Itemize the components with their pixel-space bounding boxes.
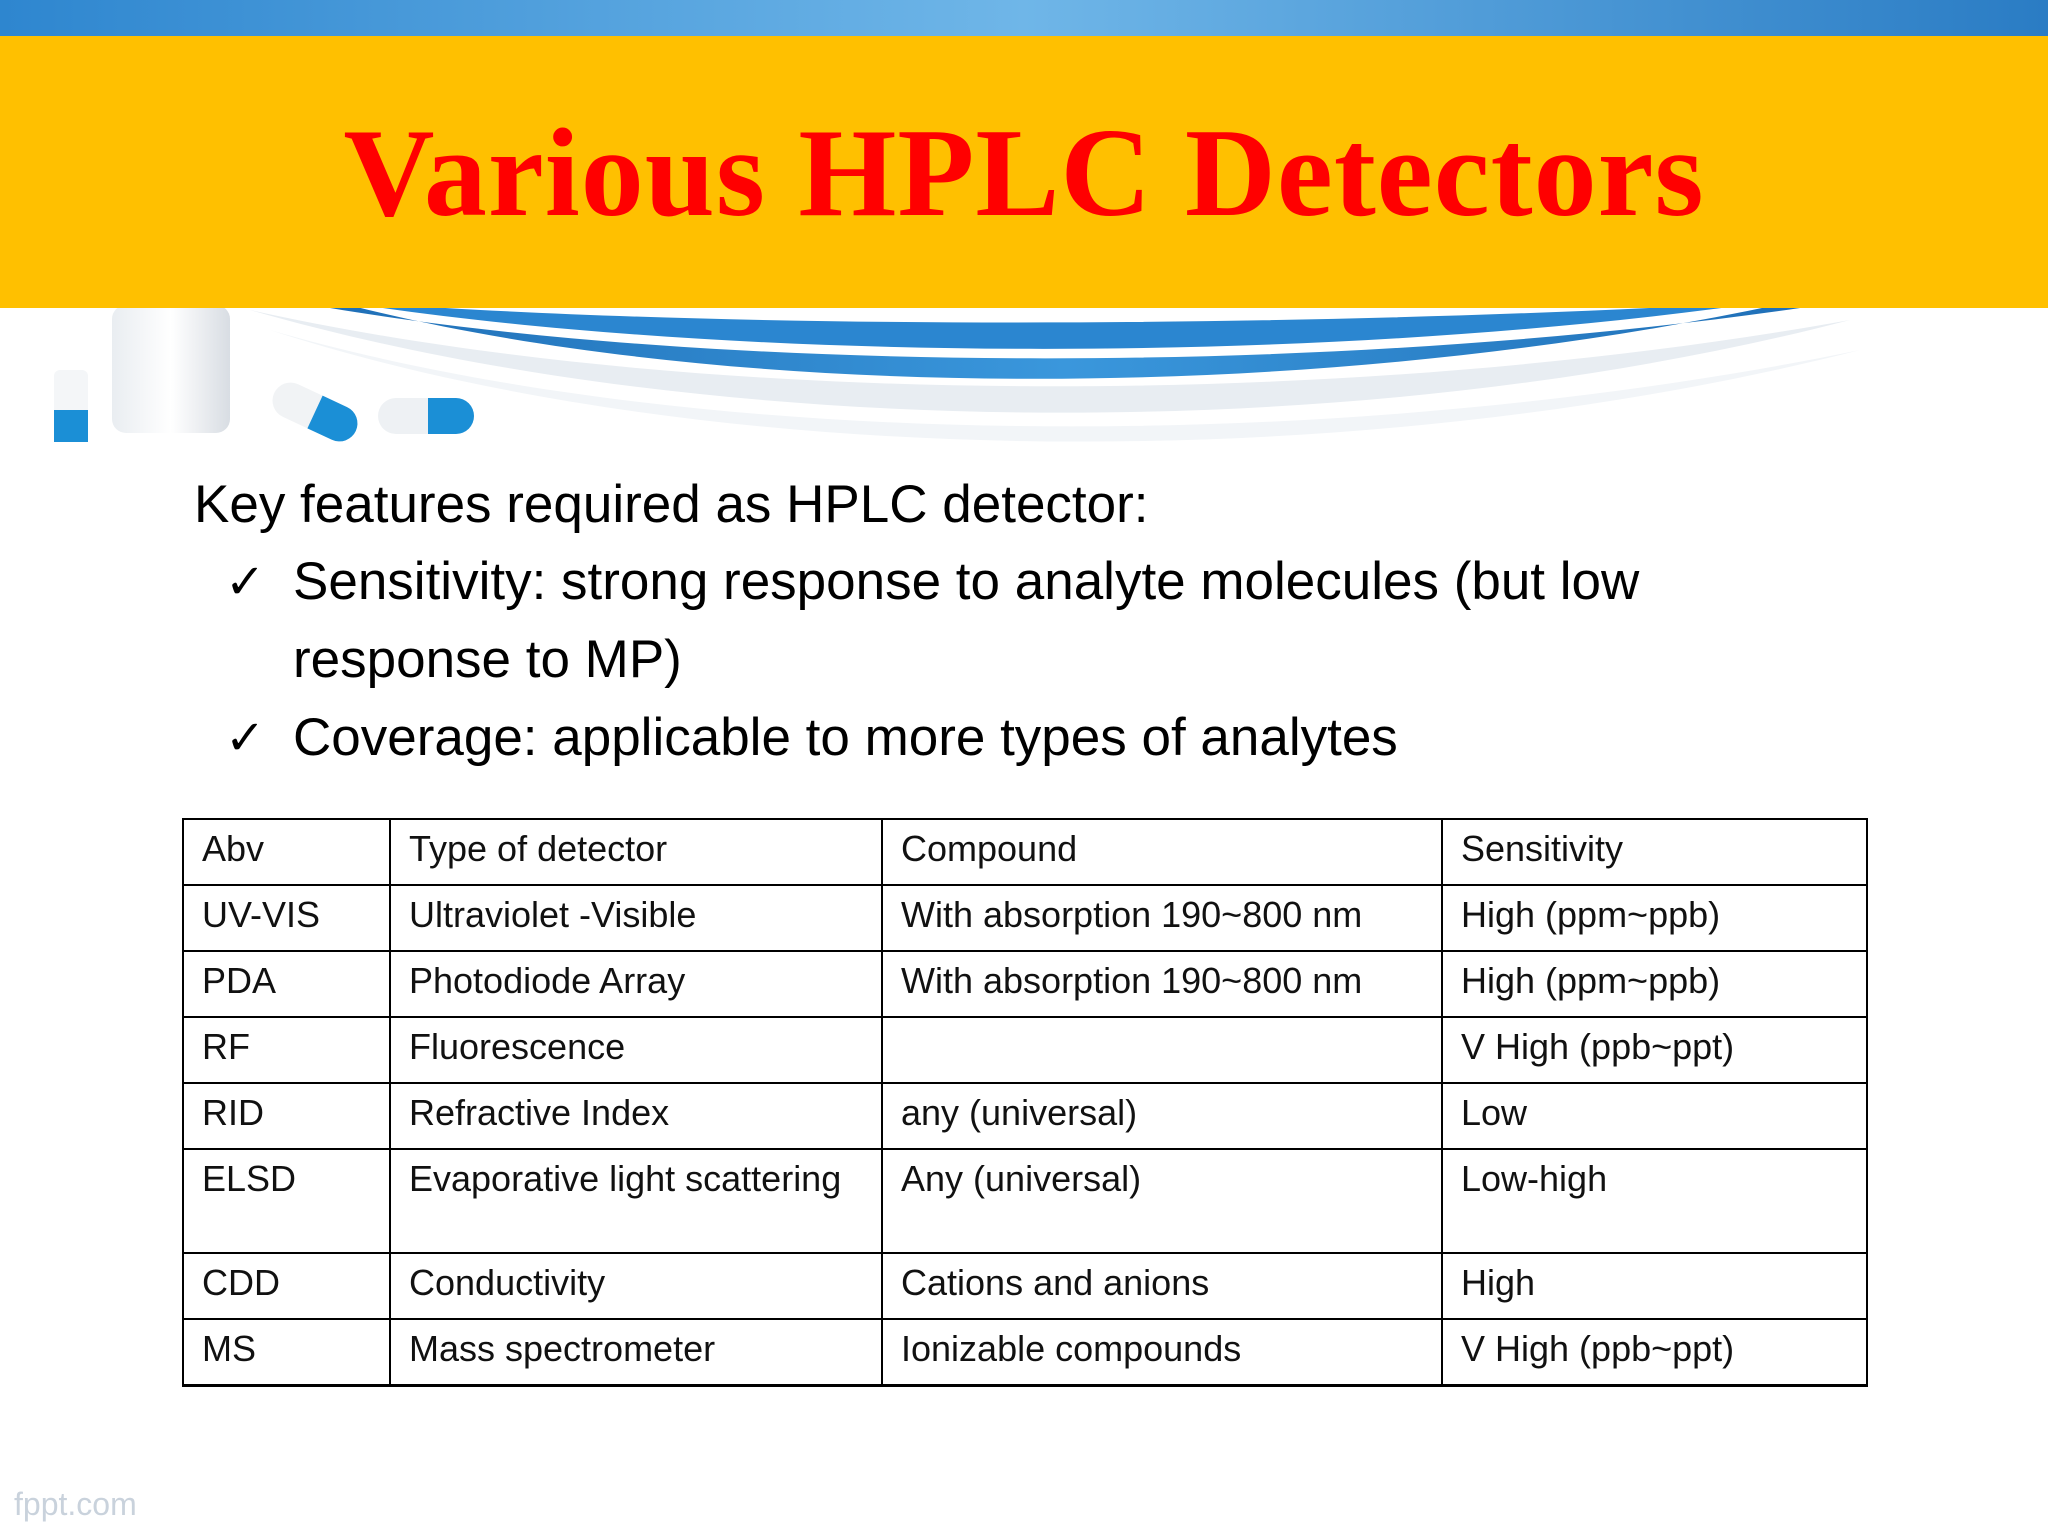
pill-bottle-image — [54, 305, 474, 447]
table-row — [183, 1017, 1867, 1083]
table-row — [183, 885, 1867, 951]
list-item — [225, 543, 1865, 699]
cell-compound: Cations and anions — [882, 1253, 1442, 1319]
cell-type: Fluorescence — [390, 1017, 882, 1083]
cell-abv: MS — [183, 1319, 390, 1385]
intro-text: Key features required as HPLC detector: — [194, 475, 1149, 534]
header-compound: Compound — [882, 819, 1442, 885]
check-icon: ✓ — [225, 710, 266, 766]
check-icon: ✓ — [225, 554, 266, 610]
cell-compound: Ionizable compounds — [882, 1319, 1442, 1385]
cell-sensitivity: High (ppm~ppb) — [1442, 885, 1867, 951]
cell-sensitivity: High — [1442, 1253, 1867, 1319]
top-gradient-strip — [0, 0, 2048, 40]
title-banner — [0, 36, 2048, 308]
cell-type: Ultraviolet -Visible — [390, 885, 882, 951]
table-row — [183, 1253, 1867, 1319]
cell-sensitivity: High (ppm~ppb) — [1442, 951, 1867, 1017]
header-abv: Abv — [183, 819, 390, 885]
table-row — [183, 1319, 1867, 1385]
cell-abv: PDA — [183, 951, 390, 1017]
bullet-text: Coverage: applicable to more types of analytes — [293, 708, 1398, 767]
cell-abv: RID — [183, 1083, 390, 1149]
table-row — [183, 951, 1867, 1017]
slide-title: Various HPLC Detectors — [343, 104, 1705, 243]
header-sensitivity: Sensitivity — [1442, 819, 1867, 885]
list-item — [225, 699, 1865, 777]
header-type: Type of detector — [390, 819, 882, 885]
cell-type: Refractive Index — [390, 1083, 882, 1149]
cell-compound — [882, 1017, 1442, 1083]
table-row — [183, 1149, 1867, 1253]
cell-compound: With absorption 190~800 nm — [882, 951, 1442, 1017]
cell-abv: CDD — [183, 1253, 390, 1319]
cell-compound: With absorption 190~800 nm — [882, 885, 1442, 951]
cell-compound: Any (universal) — [882, 1149, 1442, 1253]
detector-table — [182, 818, 1868, 1387]
cell-sensitivity: V High (ppb~ppt) — [1442, 1319, 1867, 1385]
cell-type: Conductivity — [390, 1253, 882, 1319]
cell-type: Evaporative light scattering — [390, 1149, 882, 1253]
cell-sensitivity: Low-high — [1442, 1149, 1867, 1253]
cell-sensitivity: V High (ppb~ppt) — [1442, 1017, 1867, 1083]
cell-sensitivity: Low — [1442, 1083, 1867, 1149]
table-header-row — [183, 819, 1867, 885]
feature-list — [225, 543, 1865, 777]
table-row — [183, 1083, 1867, 1149]
bullet-text: Sensitivity: strong response to analyte molecules (but low response to MP) — [293, 552, 1640, 689]
cell-compound: any (universal) — [882, 1083, 1442, 1149]
cell-abv: ELSD — [183, 1149, 390, 1253]
cell-abv: RF — [183, 1017, 390, 1083]
cell-type: Mass spectrometer — [390, 1319, 882, 1385]
footer-watermark: fppt.com — [14, 1486, 137, 1522]
cell-type: Photodiode Array — [390, 951, 882, 1017]
cell-abv: UV-VIS — [183, 885, 390, 951]
blue-swoosh — [250, 300, 1860, 442]
